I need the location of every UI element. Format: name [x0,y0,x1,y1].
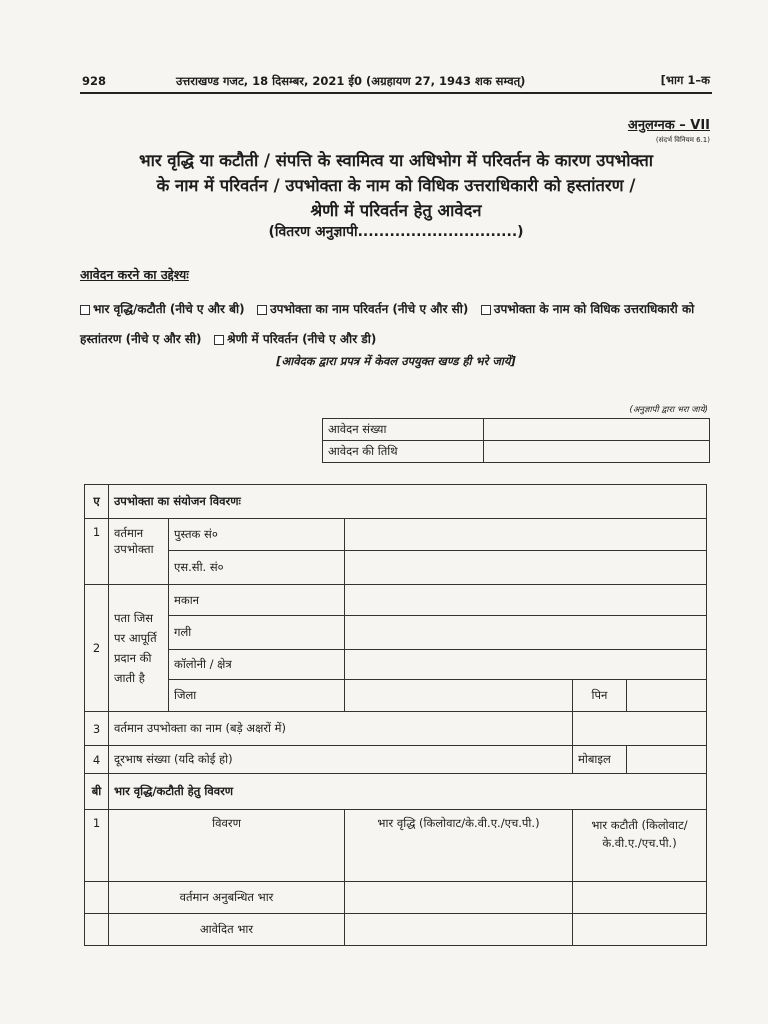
house-label: मकान [169,585,345,616]
applied-load-increase-field[interactable] [345,914,573,946]
checkbox[interactable] [80,305,90,315]
section-a-heading: उपभोक्ता का संयोजन विवरणः [109,485,707,519]
applied-load-label: आवेदित भार [109,914,345,946]
district-field[interactable] [345,680,573,712]
option-load-change[interactable]: भार वृद्धि/कटौती (नीचे ए और बी) [80,302,245,316]
details-column-header: विवरण [109,810,345,882]
title-line-2: के नाम में परिवर्तन / उपभोक्ता के नाम को विधिक उत्तराधिकारी को हस्तांतरण / [156,176,636,195]
sc-number-field[interactable] [345,551,707,585]
house-field[interactable] [345,585,707,616]
form-title [78,148,714,223]
current-load-reduction-field[interactable] [573,882,707,914]
page-number: 928 [82,74,107,88]
book-number-field[interactable] [345,519,707,551]
row-number: 1 [85,519,109,585]
colony-field[interactable] [345,650,707,680]
title-line-3: श्रेणी में परिवर्तन हेतु आवेदन [310,201,482,220]
section-b-letter: बी [85,774,109,810]
pin-label: पिन [573,680,627,712]
applied-load-reduction-field[interactable] [573,914,707,946]
mobile-label: मोबाइल [573,746,627,774]
empty-cell [85,914,109,946]
phone-label: दूरभाष संख्या (यदि कोई हो) [109,746,573,774]
mobile-field[interactable] [627,746,707,774]
section-b-heading: भार वृद्धि/कटौती हेतु विवरण [109,774,707,810]
purpose-heading: आवेदन करने का उद्देश्यः [80,267,189,282]
row-number: 4 [85,746,109,774]
checkbox[interactable] [214,335,224,345]
annex-label: अनुलग्नक – VII [627,118,710,133]
consumer-name-label: वर्तमान उपभोक्ता का नाम (बड़े अक्षरों में) [109,712,573,746]
row-number: 3 [85,712,109,746]
row-number: 1 [85,810,109,882]
lane-field[interactable] [345,616,707,650]
consumer-form-table [84,484,707,946]
checkbox[interactable] [257,305,267,315]
empty-cell [85,882,109,914]
option-name-change[interactable]: उपभोक्ता का नाम परिवर्तन (नीचे ए और सी) [257,302,468,316]
load-reduction-column-header: भार कटौती (किलोवाट/के.वी.ए./एच.पी.) [573,810,707,882]
colony-label: कॉलोनी / क्षेत्र [169,650,345,680]
district-label: जिला [169,680,345,712]
title-line-1: भार वृद्धि या कटौती / संपत्ति के स्वामित्व या अधिभोग में परिवर्तन के कारण उपभोक्ता [138,151,654,170]
load-increase-column-header: भार वृद्धि (किलोवाट/के.वी.ए./एच.पी.) [345,810,573,882]
option-legal-heir[interactable]: उपभोक्ता के नाम को विधिक उत्तराधिकारी को हस्तांतरण (नीचे ए और सी) [80,302,695,346]
supply-address-label: पता जिस पर आपूर्ति प्रदान की जाती है [109,585,169,712]
licensee-note: (अनुज्ञापी द्वारा भरा जाये) [629,405,708,415]
book-number-label: पुस्तक सं० [169,519,345,551]
header-rule [80,92,712,94]
pin-field[interactable] [627,680,707,712]
licensee-subtitle: (वितरण अनुज्ञापी..............................) [268,224,524,240]
annex-reference: (संदर्भ विनियम 6.1) [655,136,710,144]
application-date-label: आवेदन की तिथि [323,441,484,463]
application-date-field[interactable] [484,441,710,463]
current-load-increase-field[interactable] [345,882,573,914]
section-a-letter: ए [85,485,109,519]
page-header [80,70,712,92]
application-box [322,418,710,463]
fill-instruction: [आवेदक द्वारा प्रपत्र में केवल उपयुक्त खण्ड ही भरे जायें] [276,354,516,368]
sc-number-label: एस.सी. सं० [169,551,345,585]
purpose-options [80,294,710,354]
current-consumer-label: वर्तमान उपभोक्ता [109,519,169,585]
part-label: [भाग 1–क [660,73,710,87]
consumer-name-field[interactable] [573,712,707,746]
option-category-change[interactable]: श्रेणी में परिवर्तन (नीचे ए और डी) [214,332,376,346]
checkbox[interactable] [481,305,491,315]
gazette-line: उत्तराखण्ड गजट, 18 दिसम्बर, 2021 ई0 (अग्रहायण 27, 1943 शक सम्वत्) [176,74,526,88]
application-number-field[interactable] [484,419,710,441]
current-load-label: वर्तमान अनुबन्धित भार [109,882,345,914]
application-number-label: आवेदन संख्या [323,419,484,441]
row-number: 2 [85,585,109,712]
lane-label: गली [169,616,345,650]
